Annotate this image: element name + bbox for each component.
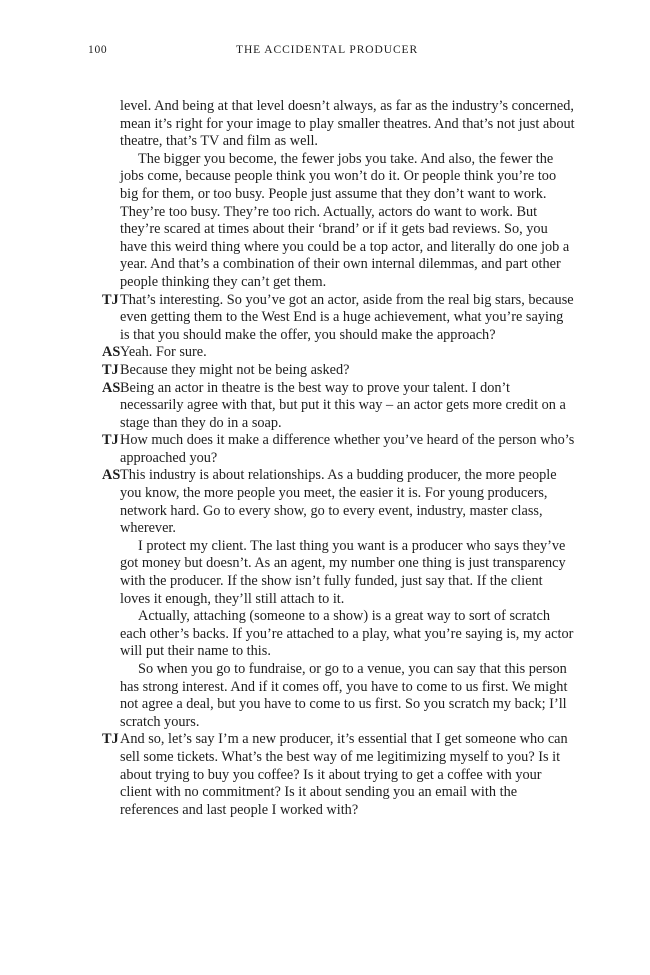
dialogue-turn <box>102 432 575 467</box>
speaker-label: TJ <box>102 432 119 449</box>
speaker-label: AS <box>102 467 121 484</box>
speaker-label: AS <box>102 344 121 361</box>
dialogue-turn <box>102 379 575 433</box>
dialogue-text: And so, let’s say I’m a new producer, it’s essential that I get someone who can sell some tickets. What’s the best way of me legitimizing myself to you? Is it about trying to buy you coffee? Is it about trying to get a coffee with your client with no commitment? Is it about sending you an email with the references and last people I worked with? <box>120 731 568 818</box>
running-title: THE ACCIDENTAL PRODUCER <box>236 44 419 56</box>
page-number: 100 <box>88 44 108 56</box>
paragraph: Actually, attaching (someone to a show) is a great way to sort of scratch each other’s backs. If you’re attached to a play, what you’re saying is, my actor will put their name to this. <box>120 608 574 660</box>
speaker-label: AS <box>102 379 121 396</box>
dialogue-turn <box>102 731 575 819</box>
page-body <box>102 98 575 819</box>
dialogue-text: How much does it make a difference whether you’ve heard of the person who’s approached you? <box>120 432 575 466</box>
dialogue-turn <box>102 291 575 345</box>
dialogue-text: Because they might not be being asked? <box>120 361 350 378</box>
speaker-label: TJ <box>102 361 119 378</box>
dialogue-turn <box>102 361 575 380</box>
paragraph: The bigger you become, the fewer jobs you take. And also, the fewer the jobs come, because people think you won’t do it. Or people think you’re too big for them, or too busy. People just assume that they don’t want to work. They’re too busy. They’re too rich. Actually, actors do want to work. But they’re scared at times about their ‘brand’ or if it gets bad reviews. So, you have this weird thing where you could be a top actor, and literally do one job a year. And that’s a combination of their own internal dilemmas, and part other people thinking they can’t get them. <box>120 150 570 290</box>
speaker-label: TJ <box>102 731 119 748</box>
speaker-label: TJ <box>102 291 119 308</box>
dialogue-text: Yeah. For sure. <box>120 344 207 361</box>
paragraph: So when you go to fundraise, or go to a venue, you can say that this person has strong interest. And if it comes off, you have to come to us first. We might not agree a deal, but you have to come to us first. So you scratch my back; I’ll scratch yours. <box>120 661 568 730</box>
dialogue-turn <box>102 467 575 537</box>
dialogue-text: Being an actor in theatre is the best way to prove your talent. I don’t necessarily agree with that, but put it this way – an actor gets more credit on a stage than they do in a soap. <box>120 379 566 431</box>
paragraph: I protect my client. The last thing you want is a producer who says they’ve got money but doesn’t. As an agent, my number one thing is just transparency with the producer. If the show isn’t fully funded, just say that. If the client loves it enough, they’ll still attach to it. <box>120 537 566 607</box>
paragraph: level. And being at that level doesn’t always, as far as the industry’s concerned, mean it’s right for your image to play smaller theatres. And that’s not just about theatre, that’s TV and film as well. <box>120 98 575 150</box>
dialogue-turn <box>102 344 575 362</box>
dialogue-text: That’s interesting. So you’ve got an actor, aside from the real big stars, because even getting them to the West End is a huge achievement, what you’re saying is that you should make the offer, you should make the approach? <box>120 291 574 343</box>
dialogue-text: This industry is about relationships. As a budding producer, the more people you know, the more people you meet, the easier it is. For young producers, network hard. Go to every show, go to every event, industry, master class, wherever. <box>120 467 557 537</box>
